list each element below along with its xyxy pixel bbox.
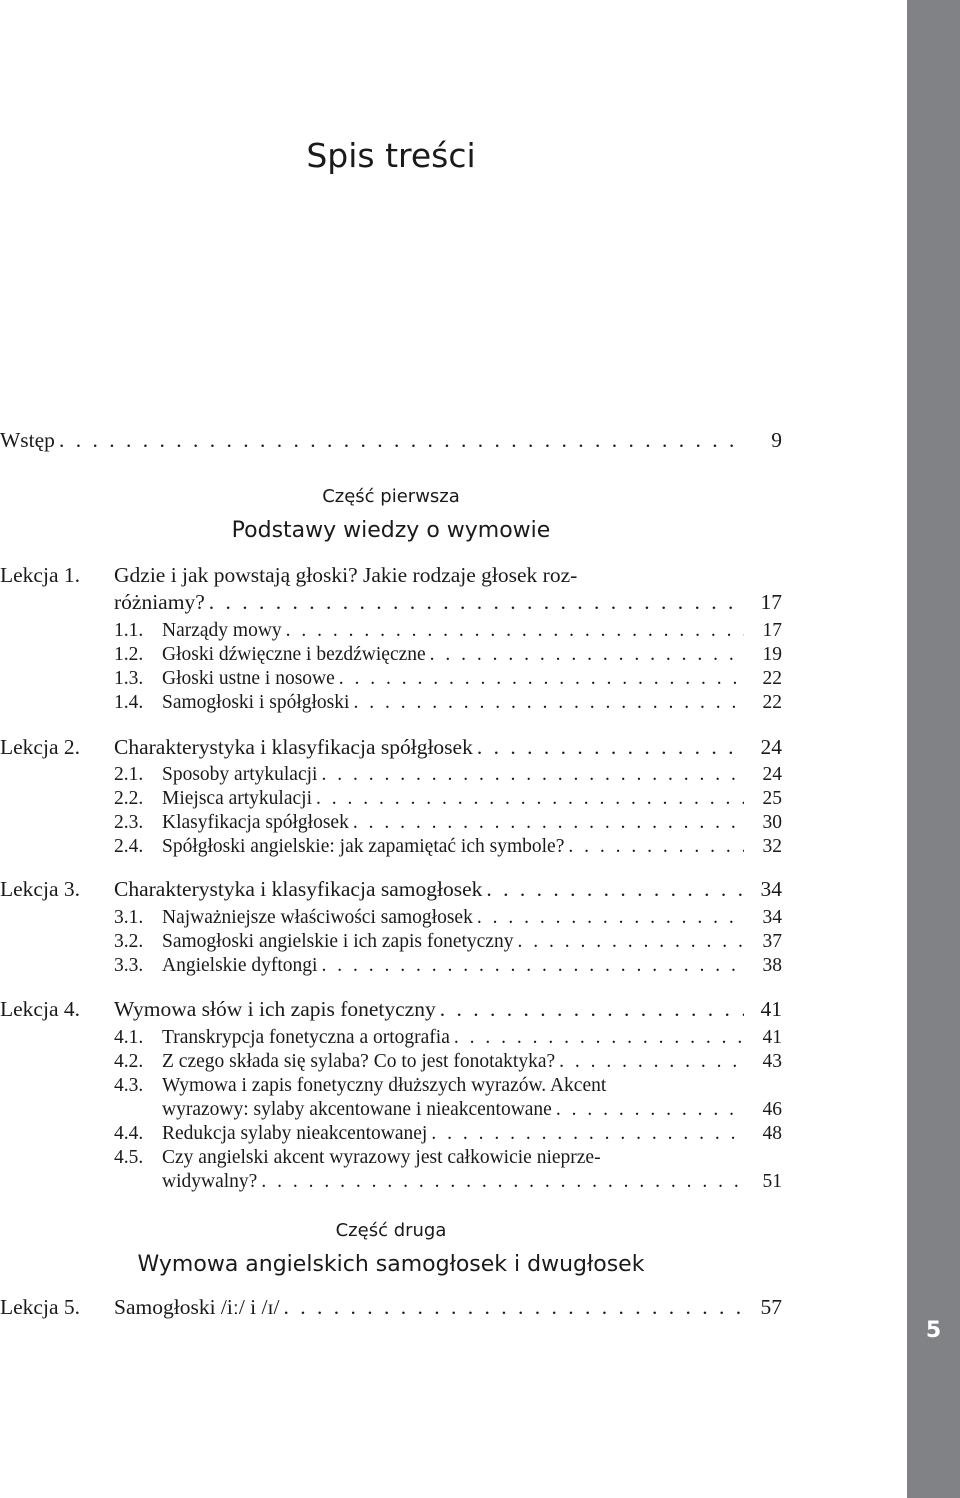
toc-lesson-3[interactable]: Lekcja 3. Charakterystyka i klasyfikacja samogłosek . . . 34 bbox=[0, 877, 782, 903]
toc-entry[interactable]: 4.2. Z czego składa się sylaba? Co to jest fonotaktyka? . . . 43 bbox=[0, 1051, 782, 1077]
toc-lesson-1-line2[interactable]: różniamy? . . . 17 bbox=[0, 590, 782, 616]
toc-entry[interactable]: 1.1. Narządy mowy . . . 17 bbox=[0, 620, 782, 646]
toc-entry[interactable]: 2.3. Klasyfikacja spółgłosek . . . 30 bbox=[0, 812, 782, 838]
toc-entry[interactable]: 3.3. Angielskie dyftongi . . . 38 bbox=[0, 955, 782, 981]
toc-entry-line1[interactable]: 4.3. Wymowa i zapis fonetyczny dłuższych wyrazów. Akcent bbox=[114, 1075, 607, 1096]
part-label: Część pierwsza bbox=[322, 486, 460, 507]
toc-lesson-5[interactable]: Lekcja 5. Samogłoski /iː/ i /ɪ/ . . . 57 bbox=[0, 1295, 782, 1321]
toc-entry-line2[interactable]: widywalny? . . . 51 bbox=[0, 1171, 782, 1197]
toc-entry[interactable]: 2.2. Miejsca artykulacji . . . 25 bbox=[0, 788, 782, 814]
toc-lesson-1-line1[interactable]: Lekcja 1. Gdzie i jak powstają głoski? Jakie rodzaje głosek roz- bbox=[0, 563, 578, 587]
toc-entry-line2[interactable]: wyrazowy: sylaby akcentowane i nieakcentowane . . . 46 bbox=[0, 1099, 782, 1125]
toc-entry[interactable]: 3.2. Samogłoski angielskie i ich zapis fonetyczny . . . 37 bbox=[0, 931, 782, 957]
page-edge-tab bbox=[907, 0, 960, 1498]
toc-entry[interactable]: 4.4. Redukcja sylaby nieakcentowanej . . . 48 bbox=[0, 1123, 782, 1149]
toc-entry[interactable]: 1.4. Samogłoski i spółgłoski . . . 22 bbox=[0, 692, 782, 718]
toc-entry-line1[interactable]: 4.5. Czy angielski akcent wyrazowy jest całkowicie nieprze- bbox=[114, 1147, 601, 1168]
toc-entry[interactable]: 3.1. Najważniejsze właściwości samogłosek . . . 34 bbox=[0, 907, 782, 933]
part-label: Część druga bbox=[335, 1220, 447, 1241]
toc-lesson-2[interactable]: Lekcja 2. Charakterystyka i klasyfikacja spółgłosek . . . 24 bbox=[0, 735, 782, 761]
toc-entry[interactable]: 2.1. Sposoby artykulacji . . . 24 bbox=[0, 764, 782, 790]
page-number: 5 bbox=[925, 1318, 942, 1343]
toc-entry[interactable]: 1.3. Głoski ustne i nosowe . . . 22 bbox=[0, 668, 782, 694]
toc-entry-intro[interactable]: Wstęp . . . 9 bbox=[0, 428, 782, 454]
toc-entry[interactable]: 2.4. Spółgłoski angielskie: jak zapamiętać ich symbole? . . . 32 bbox=[0, 836, 782, 862]
toc-lesson-4[interactable]: Lekcja 4. Wymowa słów i ich zapis fonetyczny . . . 41 bbox=[0, 997, 782, 1023]
part-title: Podstawy wiedzy o wymowie bbox=[231, 518, 551, 543]
toc-entry[interactable]: 1.2. Głoski dźwięczne i bezdźwięczne . . . 19 bbox=[0, 644, 782, 670]
part-title: Wymowa angielskich samogłosek i dwugłosek bbox=[137, 1252, 645, 1277]
page-title: Spis treści bbox=[306, 136, 476, 175]
toc-entry[interactable]: 4.1. Transkrypcja fonetyczna a ortografia . . . 41 bbox=[0, 1027, 782, 1053]
